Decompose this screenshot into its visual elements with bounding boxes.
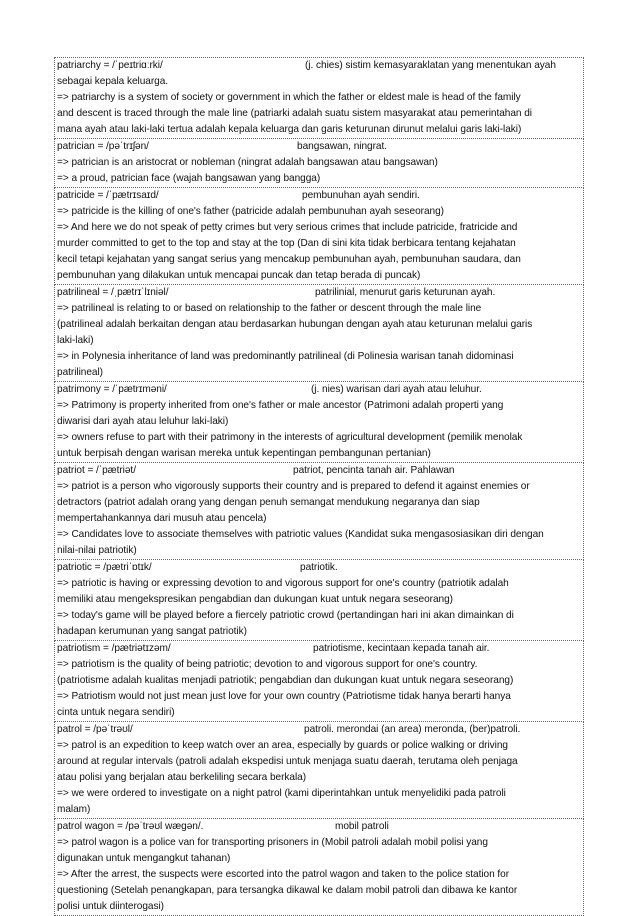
dictionary-entry [54, 57, 584, 139]
entry-meaning: pembunuhan ayah sendiri. [302, 190, 420, 201]
entry-line: nilai-nilai patriotik) [57, 545, 137, 556]
entry-line: memiliki atau mengekspresikan pengabdian dan dukungan kuat untuk negara seseorang) [57, 594, 453, 605]
entry-line: => patrol wagon is a police van for transporting prisoners in (Mobil patroli adalah mobil polisi yang [57, 837, 488, 848]
entry-line: around at regular intervals (patroli adalah ekspedisi untuk menjaga suatu daerah, terutama oleh penjaga [57, 756, 518, 767]
entry-line: => patrician is an aristocrat or nobleman (ningrat adalah bangsawan atau bangsawan) [57, 157, 438, 168]
dictionary-entry [54, 819, 584, 916]
entry-head [57, 188, 581, 204]
entry-line: => And here we do not speak of petty crimes but very serious crimes that include patricide, fratricide and [57, 222, 518, 233]
entry-head [57, 382, 581, 398]
entry-term: patrician = /pəˈtrɪʃən/ [57, 141, 149, 152]
entry-line: => After the arrest, the suspects were escorted into the patrol wagon and taken to the police station for [57, 869, 510, 880]
dictionary-entry [54, 641, 584, 722]
entry-line: mana ayah atau laki-laki tertua adalah kepala keluarga dan garis keturunan dirunut melalui garis laki-laki) [57, 124, 522, 135]
entry-term: patriotic = /pætriˈɒtɪk/ [57, 562, 152, 573]
entry-line: => patriot is a person who vigorously supports their country and is prepared to defend it against enemies or [57, 481, 530, 492]
entry-line: => we were ordered to investigate on a night patrol (kami diperintahkan untuk menyelidiki pada patroli [57, 788, 506, 799]
dictionary-sheet [54, 57, 584, 916]
dictionary-entry [54, 560, 584, 641]
entry-line: polisi untuk diinterogasi) [57, 901, 164, 912]
entry-head [57, 285, 581, 301]
entry-line: laki-laki) [57, 335, 94, 346]
entry-head [57, 560, 581, 576]
entry-head [57, 58, 581, 74]
entry-term: patrol wagon = /pəˈtrəʊl wægən/. [57, 821, 204, 832]
entry-meaning: mobil patroli [335, 821, 389, 832]
entry-line: detractors (patriot adalah orang yang dengan penuh semangat mendukung negaranya dan siap [57, 497, 480, 508]
entry-line: => Patriotism would not just mean just love for your own country (Patriotisme tidak hanya berarti hanya [57, 691, 511, 702]
entry-head [57, 641, 581, 657]
entry-meaning: (j. chies) sistim kemasyaraklatan yang menentukan ayah [305, 60, 556, 71]
dictionary-entry [54, 382, 584, 463]
entry-meaning: patroli. merondai (an area) meronda, (ber)patroli. [304, 724, 521, 735]
entry-line: kecil tetapi kejahatan yang sangat serius yang mencakup pembunuhan ayah, pembunuhan saudara, dan [57, 254, 521, 265]
entry-line: malam) [57, 804, 91, 815]
entry-head [57, 722, 581, 738]
entry-line: and descent is traced through the male line (patriarki adalah suatu sistem masyarakat atau pemerintahan di [57, 108, 532, 119]
entry-meaning: (j. nies) warisan dari ayah atau leluhur. [311, 384, 482, 395]
entry-line: => a proud, patrician face (wajah bangsawan yang bangga) [57, 173, 321, 184]
entry-term: patrimony = /ˈpætrɪməni/ [57, 384, 167, 395]
entry-line: digunakan untuk mengangkut tahanan) [57, 853, 231, 864]
entry-line: => Candidates love to associate themselves with patriotic values (Kandidat suka mengasosiasikan diri dengan [57, 529, 544, 540]
entry-meaning: patriotik. [300, 562, 338, 573]
dictionary-entry [54, 188, 584, 285]
entry-term: patriot = /ˈpætriət/ [57, 465, 136, 476]
entry-line: => patriarchy is a system of society or government in which the father or eldest male is head of the family [57, 92, 521, 103]
entry-line: diwarisi dari ayah atau leluhur laki-laki) [57, 416, 229, 427]
entry-term: patrol = /pəˈtrəʊl/ [57, 724, 133, 735]
entry-line: patrilineal) [57, 367, 103, 378]
entry-line: murder committed to get to the top and stay at the top (Dan di sini kita tidak berbicara tentang kejahatan [57, 238, 516, 249]
entry-line: questioning (Setelah penangkapan, para tersangka dikawal ke dalam mobil patroli dan dibawa ke kantor [57, 885, 518, 896]
entry-line: untuk berpisah dengan warisan mereka untuk kepentingan pembangunan pertanian) [57, 448, 431, 459]
entry-meaning: patriotisme, kecintaan kepada tanah air. [313, 643, 490, 654]
entry-meaning: patriot, pencinta tanah air. Pahlawan [293, 465, 455, 476]
entry-line: => Patrimony is property inherited from one's father or male ancestor (Patrimoni adalah properti yang [57, 400, 504, 411]
entry-line: sebagai kepala keluarga. [57, 76, 169, 87]
entry-line: => patricide is the killing of one's father (patricide adalah pembunuhan ayah seseorang) [57, 206, 444, 217]
entry-line: hadapan kerumunan yang sangat patriotik) [57, 626, 247, 637]
entry-head [57, 819, 581, 835]
entry-line: (patriotisme adalah kualitas menjadi patriotik; pengabdian dan dukungan kuat untuk negara seseorang) [57, 675, 514, 686]
entry-line: => today's game will be played before a fiercely patriotic crowd (pertandingan hari ini akan dimainkan di [57, 610, 514, 621]
entry-term: patrilineal = /ˌpætrɪˈlɪniəl/ [57, 287, 169, 298]
entry-line: => patriotic is having or expressing devotion to and vigorous support for one's country (patriotik adalah [57, 578, 509, 589]
entry-line: cinta untuk negara sendiri) [57, 707, 175, 718]
entry-meaning: patrilinial, menurut garis keturunan ayah. [315, 287, 496, 298]
entry-line: mempertahankannya dari musuh atau pencela) [57, 513, 267, 524]
dictionary-entry [54, 139, 584, 188]
dictionary-entry [54, 285, 584, 382]
entry-meaning: bangsawan, ningrat. [297, 141, 387, 152]
entry-head [57, 463, 581, 479]
entry-line: pembunuhan yang dilakukan untuk mencapai puncak dan tetap berada di puncak) [57, 270, 421, 281]
entry-line: => patrilineal is relating to or based on relationship to the father or descent through the male line [57, 303, 482, 314]
entry-line: => owners refuse to part with their patrimony in the interests of agricultural development (pemilik menolak [57, 432, 523, 443]
entry-term: patriarchy = /ˈpeɪtriɑːrki/ [57, 60, 163, 71]
entry-line: => in Polynesia inheritance of land was predominantly patrilineal (di Polinesia warisan tanah didominasi [57, 351, 514, 362]
entry-line: atau polisi yang berjalan atau berkeliling secara berkala) [57, 772, 307, 783]
dictionary-entry [54, 722, 584, 819]
entry-line: => patrol is an expedition to keep watch over an area, especially by guards or police walking or driving [57, 740, 508, 751]
dictionary-entry [54, 463, 584, 560]
entry-line: => patriotism is the quality of being patriotic; devotion to and vigorous support for one's country. [57, 659, 478, 670]
entry-term: patriotism = /pætriətɪzəm/ [57, 643, 171, 654]
entry-head [57, 139, 581, 155]
entry-term: patricide = /ˈpætrɪsaɪd/ [57, 190, 159, 201]
entry-line: (patrilineal adalah berkaitan dengan atau berdasarkan hubungan dengan ayah atau keturunan melalui garis [57, 319, 533, 330]
